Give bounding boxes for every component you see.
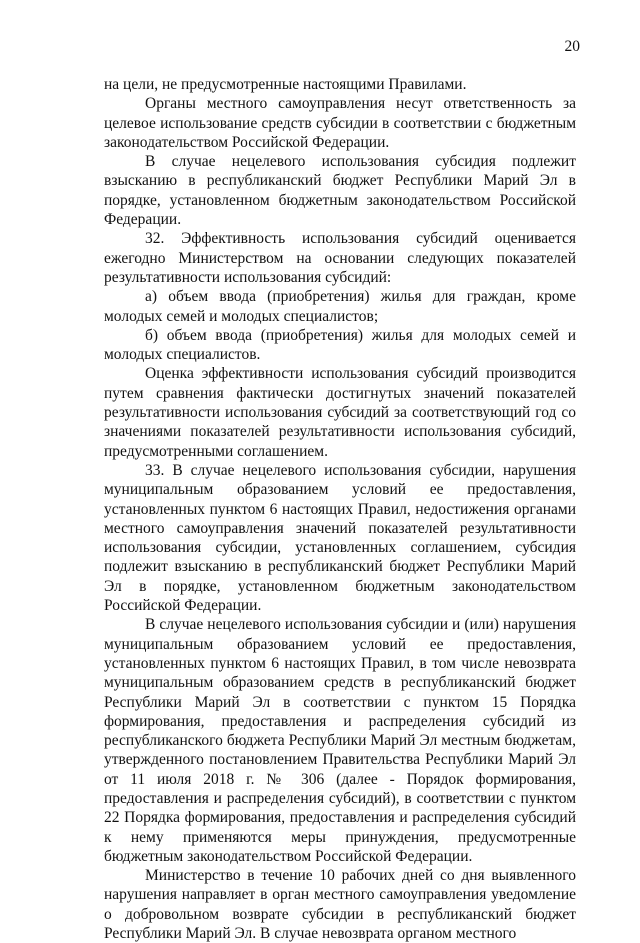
paragraph-indicator-b: б) объем ввода (приобретения) жилья для молодых семей и молодых специалистов.	[104, 326, 576, 364]
page-number: 20	[564, 38, 580, 55]
paragraph-misuse-recovery: В случае нецелевого использования субсидия подлежит взысканию в республиканский бюджет Республики Марий Эл в порядке, установленном бюджетным законодательством Российской Федерации.	[104, 153, 576, 229]
paragraph-ministry-notice: Министерство в течение 10 рабочих дней со дня выявленного нарушения направляет в орган местного самоуправления уведомление о добровольном возврате субсидии в республиканский бюджет Республики Марий Эл. В случае невозврата органом местного	[104, 867, 576, 943]
paragraph-clause-33: 33. В случае нецелевого использования субсидии, нарушения муниципальным образованием условий ее предоставления, установленных пунктом 6 настоящих Правил, недостижения органами местного самоуправления значений показателей результативности использования субсидии, установленных соглашением, субсидия подлежит взысканию в республиканский бюджет Республики Марий Эл в порядке, установленном бюджетным законодательством Российской Федерации.	[104, 461, 576, 615]
paragraph-responsibility: Органы местного самоуправления несут ответственность за целевое использование средств субсидии в соответствии с бюджетным законодательством Российской Федерации.	[104, 95, 576, 151]
paragraph-indicator-a: а) объем ввода (приобретения) жилья для граждан, кроме молодых семей и молодых специалистов;	[104, 288, 576, 325]
paragraph-clause-32: 32. Эффективность использования субсидий оценивается ежегодно Министерством на основании следующих показателей результативности использования субсидий:	[104, 230, 576, 286]
document-body	[104, 75, 576, 943]
paragraph-evaluation: Оценка эффективности использования субсидий производится путем сравнения фактически достигнутых значений показателей результативности использования субсидий за соответствующий год со значениями показателей результативности использования субсидий, предусмотренными соглашением.	[104, 365, 576, 460]
paragraph-coercion-measures: В случае нецелевого использования субсидии и (или) нарушения муниципальным образованием условий ее предоставления, установленных пунктом 6 настоящих Правил, в том числе невозврата муниципальным образованием средств в республиканский бюджет Республики Марий Эл в соответствии с пунктом 15 Порядка формирования, предоставления и распределения субсидий из республиканского бюджета Республики Марий Эл местным бюджетам, утвержденного постановлением Правительства Республики Марий Эл от 11 июля 2018 г. № 306 (далее - Порядок формирования, предоставления и распределения субсидий), в соответствии с пунктом 22 Порядка формирования, предоставления и распределения субсидий к нему применяются меры принуждения, предусмотренные бюджетным законодательством Российской Федерации.	[104, 616, 576, 865]
paragraph-continuation: на цели, не предусмотренные настоящими Правилами.	[104, 76, 467, 93]
